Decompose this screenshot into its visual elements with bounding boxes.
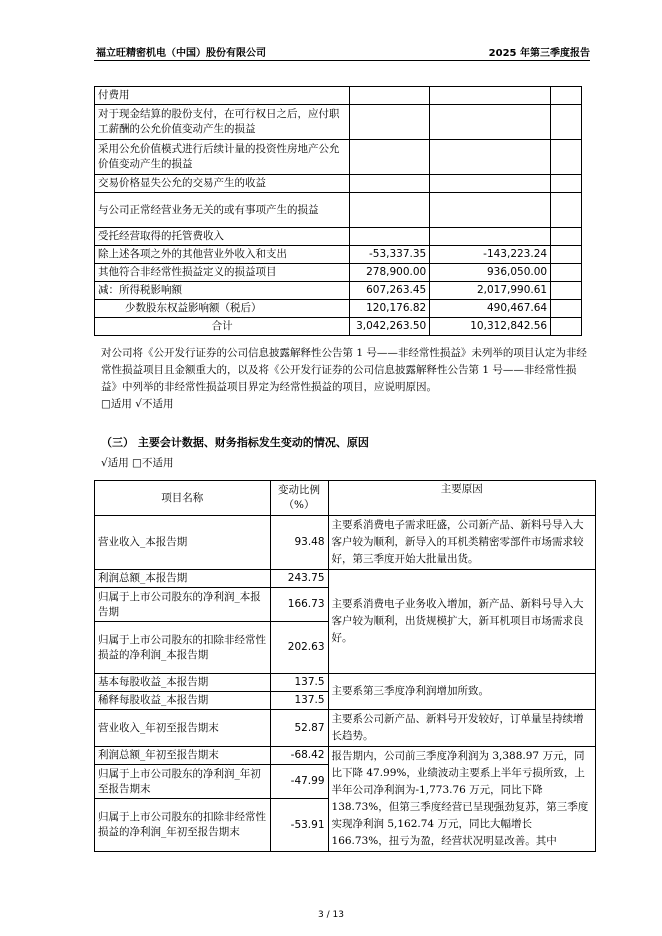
non-recurring-items-table — [94, 86, 582, 336]
indicator-change-table — [94, 480, 596, 852]
table-row — [95, 193, 582, 228]
note-cell — [551, 264, 582, 282]
table-row — [95, 105, 582, 140]
row-label: 减：所得税影响额 — [95, 282, 350, 300]
note-cell — [551, 282, 582, 300]
reason-text: 主要系消费电子需求旺盛，公司新产品、新料号导入大客户较为顺利，新导入的耳机类精密零部件市场需求较好，第三季度开始大批量出货。 — [328, 516, 595, 570]
header-company: 福立旺精密机电（中国）股份有限公司 — [96, 48, 266, 59]
explanation-paragraph: 对公司将《公开发行证券的公司信息披露解释性公告第 1 号——非经常性损益》未列举的项目认定为非经常性损益项目且金额重大的，以及将《公开发行证券的公司信息披露解释性公告第 1 号——非经常性损益》中列举的非经常性损益项目界定为经常性损益的项目，应说明原因。 — [101, 347, 587, 393]
note-cell — [551, 246, 582, 264]
table-row — [95, 264, 582, 282]
row-label: 其他符合非经常性损益定义的损益项目 — [95, 264, 350, 282]
section-title: （三） 主要会计数据、财务指标发生变动的情况、原因 — [101, 436, 369, 449]
note-cell — [551, 140, 582, 175]
current-value: -53,337.35 — [350, 246, 430, 264]
item-name: 营业收入_年初至报告期末 — [95, 710, 271, 747]
row-label: 与公司正常经营业务无关的或有事项产生的损益 — [95, 193, 350, 228]
header-main-reason: 主要原因 — [328, 481, 595, 516]
page-number: 3 / 13 — [318, 910, 344, 920]
table-row — [95, 228, 582, 246]
current-value — [350, 193, 430, 228]
current-value: 3,042,263.50 — [350, 318, 430, 336]
item-name: 归属于上市公司股东的扣除非经常性损益的净利润_年初至报告期末 — [95, 799, 271, 852]
note-cell — [551, 175, 582, 193]
row-label: 受托经营取得的托管费收入 — [95, 228, 350, 246]
note-cell — [551, 318, 582, 336]
item-name: 归属于上市公司股东的扣除非经常性损益的净利润_本报告期 — [95, 622, 271, 674]
item-name: 稀释每股收益_本报告期 — [95, 692, 271, 710]
current-value: 607,263.45 — [350, 282, 430, 300]
row-label: 对于现金结算的股份支付，在可行权日之后，应付职工薪酬的公允价值变动产生的损益 — [95, 105, 350, 140]
ytd-value — [430, 105, 551, 140]
ytd-value — [430, 175, 551, 193]
change-ratio: -47.99 — [270, 765, 328, 799]
ytd-value: 936,050.00 — [430, 264, 551, 282]
change-ratio: 93.48 — [270, 516, 328, 570]
item-name: 归属于上市公司股东的净利润_本报告期 — [95, 588, 271, 622]
row-label: 交易价格显失公允的交易产生的收益 — [95, 175, 350, 193]
ytd-value — [430, 228, 551, 246]
row-label: 合计 — [95, 318, 350, 336]
table-row — [95, 175, 582, 193]
change-ratio: 52.87 — [270, 710, 328, 747]
ytd-value — [430, 140, 551, 175]
ytd-value — [430, 87, 551, 105]
header-change-ratio: 变动比例（%） — [270, 481, 328, 516]
reason-text: 主要系消费电子业务收入增加，新产品、新料号导入大客户较为顺利，出货规模扩大，新耳机项目市场需求良好。 — [328, 570, 595, 674]
row-label: 付费用 — [95, 87, 350, 105]
note-cell — [551, 87, 582, 105]
table-row — [95, 747, 596, 765]
table-row — [95, 300, 582, 318]
table-row — [95, 674, 596, 692]
change-ratio: 137.5 — [270, 674, 328, 692]
note-cell — [551, 228, 582, 246]
change-ratio: -53.91 — [270, 799, 328, 852]
header-item-name: 项目名称 — [95, 481, 271, 516]
change-ratio: 166.73 — [270, 588, 328, 622]
table-row — [95, 140, 582, 175]
ytd-value — [430, 193, 551, 228]
table-row-total — [95, 318, 582, 336]
current-value: 278,900.00 — [350, 264, 430, 282]
applicability-status: √适用 □不适用 — [101, 457, 174, 469]
table-row — [95, 246, 582, 264]
item-name: 利润总额_年初至报告期末 — [95, 747, 271, 765]
table-row — [95, 570, 596, 588]
applicability-status: □适用 √不适用 — [101, 398, 174, 410]
ytd-value: 10,312,842.56 — [430, 318, 551, 336]
ytd-value: 2,017,990.61 — [430, 282, 551, 300]
row-label: 少数股东权益影响额（税后） — [95, 300, 350, 318]
row-label: 除上述各项之外的其他营业外收入和支出 — [95, 246, 350, 264]
table-header-row — [95, 481, 596, 516]
current-value — [350, 87, 430, 105]
table-row — [95, 87, 582, 105]
current-value — [350, 140, 430, 175]
reason-text: 主要系第三季度净利润增加所致。 — [328, 674, 595, 710]
change-ratio: 202.63 — [270, 622, 328, 674]
ytd-value: 490,467.64 — [430, 300, 551, 318]
reason-text: 主要系公司新产品、新料号开发较好，订单量呈持续增长趋势。 — [328, 710, 595, 747]
current-value: 120,176.82 — [350, 300, 430, 318]
change-ratio: 137.5 — [270, 692, 328, 710]
reason-text: 报告期内，公司前三季度净利润为 3,388.97 万元，同比下降 47.99%，业绩波动主要系上半年亏损所致，上半年公司净利润为-1,773.76 万元，同比下降 138.73%，但第三季度经营已呈现强劲复苏，第三季度实现净利润 5,162.74 万元，同比大幅增长 166.73%，扭亏为盈，经营状况明显改善。其中 — [328, 747, 595, 852]
item-name: 基本每股收益_本报告期 — [95, 674, 271, 692]
note-cell — [551, 105, 582, 140]
item-name: 利润总额_本报告期 — [95, 570, 271, 588]
current-value — [350, 105, 430, 140]
current-value — [350, 228, 430, 246]
item-name: 营业收入_本报告期 — [95, 516, 271, 570]
note-cell — [551, 300, 582, 318]
header-divider — [94, 60, 590, 61]
note-cell — [551, 193, 582, 228]
row-label: 采用公允价值模式进行后续计量的投资性房地产公允价值变动产生的损益 — [95, 140, 350, 175]
change-ratio: 243.75 — [270, 570, 328, 588]
table-row — [95, 710, 596, 747]
ytd-value: -143,223.24 — [430, 246, 551, 264]
change-ratio: -68.42 — [270, 747, 328, 765]
item-name: 归属于上市公司股东的净利润_年初至报告期末 — [95, 765, 271, 799]
current-value — [350, 175, 430, 193]
header-report-title: 2025 年第三季度报告 — [488, 48, 590, 59]
table-row — [95, 282, 582, 300]
table-row — [95, 516, 596, 570]
